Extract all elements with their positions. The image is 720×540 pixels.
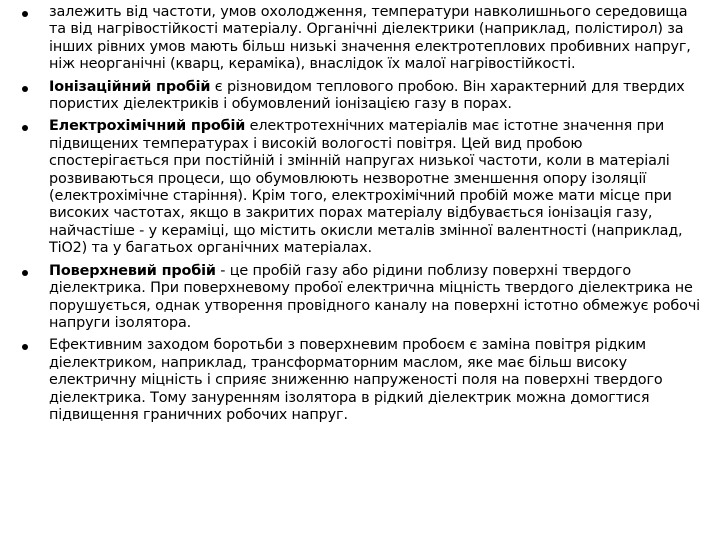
bullet-text: - це пробій газу або рідини поблизу поверхні твердого діелектрика. При поверхневому пробої електрична міцність твердого діелектрика не порушується, однак утворення провідного каналу на поверхні істотно обмежує робочі напруги ізолятора.: [49, 262, 701, 331]
bullet-term: Поверхневий пробій: [49, 262, 216, 279]
bullet-icon: [22, 11, 28, 17]
bullet-item-surface-breakdown: [22, 263, 700, 333]
bullet-term: Іонізаційний пробій: [49, 78, 211, 95]
bullet-item-surface-breakdown-countermeasure: [22, 337, 700, 424]
bullet-text: електротехнічних матеріалів має істотне значення при підвищених температурах і високій вологості повітря. Цей вид пробою спостерігається при постійній і змінній напругах низької частоти, коли в матеріалі розвиваються процеси, що обумовлюють незворотне зменшення опору ізоляції (електрохімічне старіння). Крім того, електрохімічний пробій може мати місце при високих частотах, якщо в закритих порах матеріалу відбувається іонізація газу, найчастіше - у кераміці, що містить окисли металів змінної валентності (наприклад, ТіО2) та у багатьох органічних матеріалах.: [49, 118, 683, 257]
bullet-icon: [22, 86, 28, 92]
bullet-term: Електрохімічний пробій: [49, 118, 246, 135]
bullet-list: [22, 4, 700, 429]
bullet-text: є різновидом теплового пробою. Він характерний для твердих пористих діелектриків і обумовлений іонізацією газу в порах.: [49, 78, 685, 113]
bullet-text: Ефективним заходом боротьби з поверхневим пробоєм є заміна повітря рідким діелектриком, наприклад, трансформаторним маслом, яке має більш високу електричну міцність і сприяє зниженню напруженості поля на поверхні твердого діелектрика. Тому зануренням ізолятора в рідкий діелектрик можна домогтися підвищення граничних робочих напруг.: [49, 337, 663, 423]
bullet-item-electrochemical-breakdown: [22, 118, 700, 257]
bullet-icon: [22, 125, 28, 131]
bullet-icon: [22, 344, 28, 350]
bullet-icon: [22, 270, 28, 276]
bullet-item-thermal-continuation: [22, 4, 700, 74]
bullet-item-ionization-breakdown: [22, 79, 700, 114]
bullet-text: залежить від частоти, умов охолодження, температури навколишнього середовища та від нагрівостійкості матеріалу. Органічні діелектрики (наприклад, полістирол) за інших рівних умов мають більш низькі значення електротеплових пробивних напруг, ніж неорганічні (кварц, кераміка), внаслідок їх малої нагрівостійкості.: [49, 4, 691, 73]
